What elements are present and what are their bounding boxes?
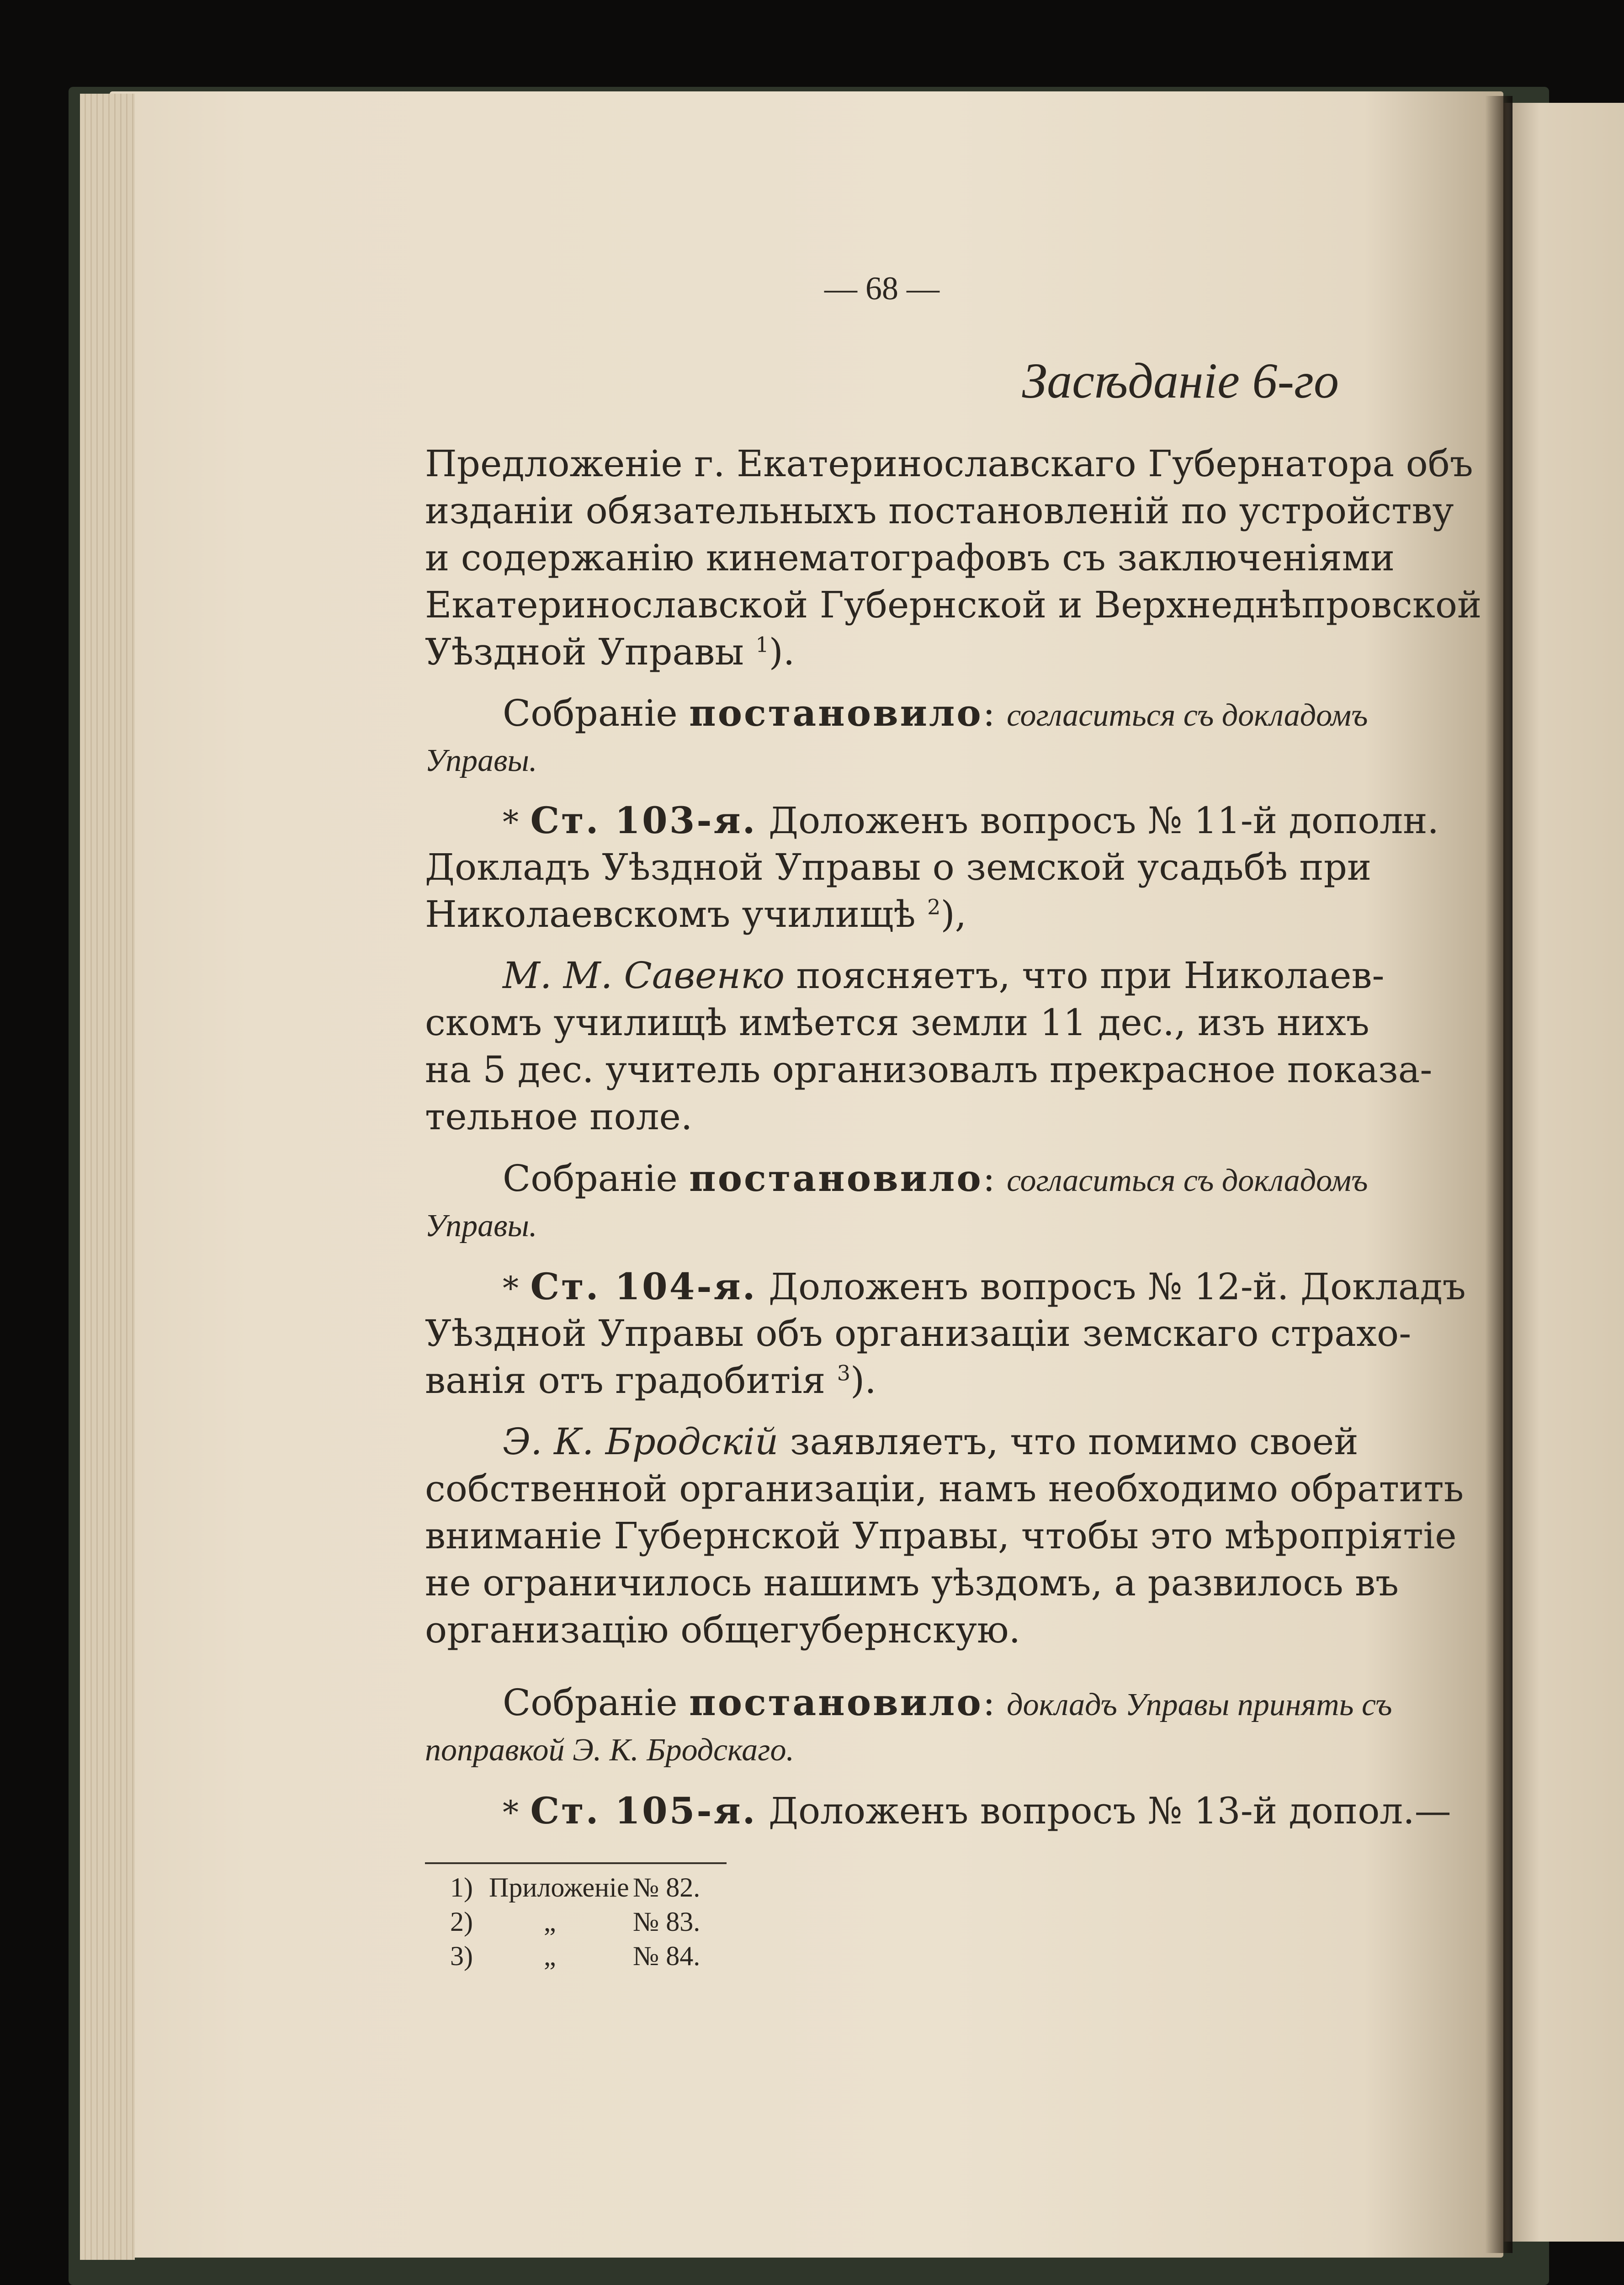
- text-line: вниманіе Губернской Управы, чтобы это мѣропріятіе: [425, 1514, 1457, 1557]
- text-line: Предложеніе г. Екатеринославскаго Губернатора объ: [425, 442, 1473, 485]
- footnote-number: № 82.: [633, 1872, 701, 1902]
- speech-line: М. М. Савенко поясняетъ, что при Николаев-: [503, 954, 1385, 997]
- footnote-text: „: [544, 1941, 556, 1971]
- page-number: — 68 —: [824, 270, 939, 307]
- footnote-mark: 1): [450, 1872, 473, 1902]
- resolution-line: поправкой Э. К. Бродскаго.: [425, 1732, 794, 1768]
- footnote-ref: 1: [755, 632, 769, 657]
- text-line: скомъ училищѣ имѣется земли 11 дес., изъ нихъ: [425, 1001, 1369, 1044]
- text-line: тельное поле.: [425, 1095, 693, 1138]
- footnote-ref: 3: [837, 1360, 851, 1386]
- speech-line: Э. К. Бродскій заявляетъ, что помимо своей: [503, 1420, 1359, 1463]
- footnote-text: „: [544, 1907, 556, 1937]
- book-gutter: [1485, 96, 1513, 2253]
- text-line: собственной организаціи, намъ необходимо обратить: [425, 1467, 1464, 1510]
- footnote-rule: [425, 1862, 727, 1864]
- section-title: Засѣданіе 6-го: [1022, 353, 1339, 409]
- page-edges: [80, 94, 135, 2260]
- article-line: * Ст. 103-я. Доложенъ вопросъ № 11-й дополн.: [503, 799, 1439, 842]
- text-line: Уѣздной Управы объ организаціи земскаго страхо-: [425, 1312, 1412, 1355]
- footnote-number: № 84.: [633, 1941, 701, 1971]
- footnote-mark: 2): [450, 1907, 473, 1937]
- facing-page: [1503, 103, 1624, 2242]
- text-line: Николаевскомъ училищѣ $^2$),: [425, 893, 967, 935]
- text-line: не ограничилось нашимъ уѣздомъ, а развилось въ: [425, 1562, 1399, 1604]
- text-line: изданіи обязательныхъ постановленій по устройству: [425, 489, 1454, 532]
- resolution-line: Собраніе постановило: докладъ Управы принять съ: [503, 1681, 1392, 1724]
- footnote-number: № 83.: [633, 1907, 701, 1937]
- text-line: Уѣздной Управы $^1$).: [425, 631, 795, 673]
- text-line: и содержанію кинематографовъ съ заключеніями: [425, 537, 1395, 579]
- text-line: Екатеринославской Губернской и Верхнеднѣпровской: [425, 584, 1482, 626]
- resolution-line: Собраніе постановило: согласиться съ докладомъ: [503, 1157, 1368, 1200]
- resolution-line: Управы.: [425, 1208, 537, 1243]
- text-line: организацію общегубернскую.: [425, 1609, 1021, 1651]
- article-line: * Ст. 105-я. Доложенъ вопросъ № 13-й допол.—: [503, 1789, 1451, 1832]
- text-line: Докладъ Уѣздной Управы о земской усадьбѣ при: [425, 846, 1372, 888]
- resolution-line: Собраніе постановило: согласиться съ докладомъ: [503, 691, 1368, 734]
- article-line: * Ст. 104-я. Доложенъ вопросъ № 12-й. Докладъ: [503, 1265, 1466, 1308]
- footnote-ref: 2: [927, 894, 941, 919]
- footnote-mark: 3): [450, 1941, 473, 1971]
- text-line: ванія отъ градобитія $^3$).: [425, 1359, 876, 1402]
- resolution-line: Управы.: [425, 743, 537, 778]
- text-line: на 5 дес. учитель организовалъ прекрасное показа-: [425, 1048, 1433, 1091]
- footnote-text: Приложеніе: [489, 1872, 629, 1902]
